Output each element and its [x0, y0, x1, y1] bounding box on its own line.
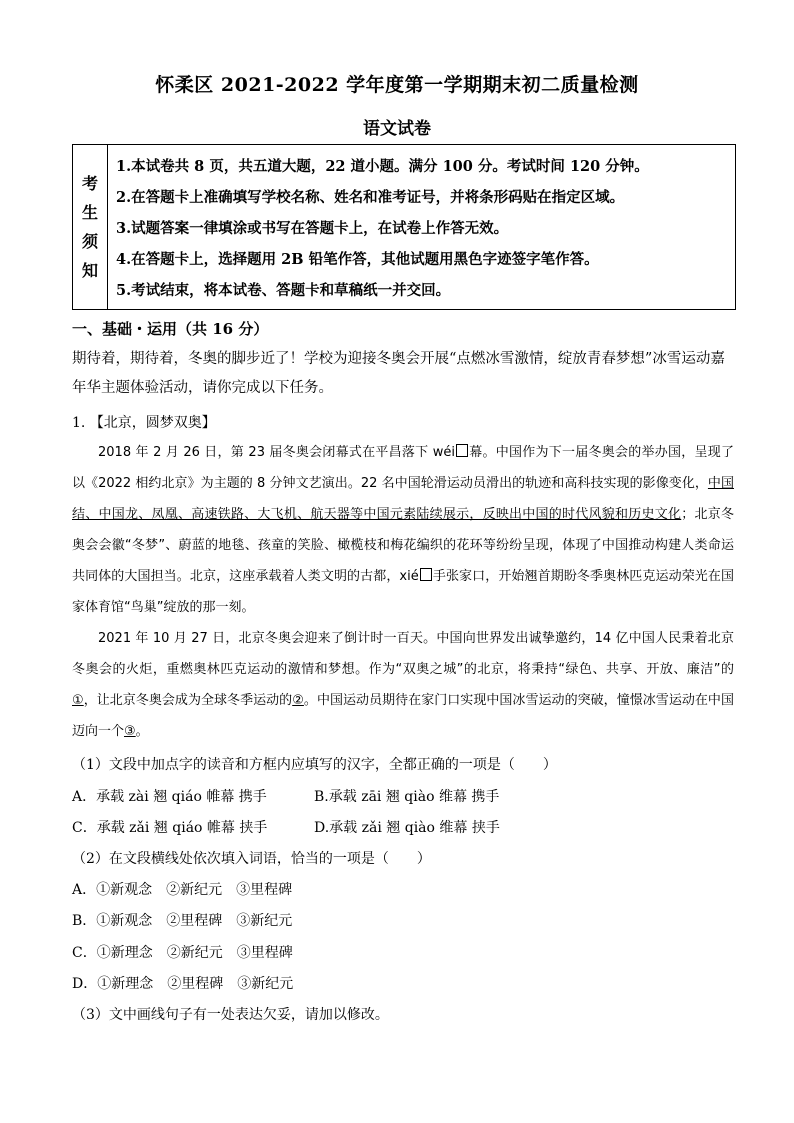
- notice-item: 2.在答题卡上准确填写学校名称、姓名和准考证号，并将条形码贴在指定区域。: [116, 189, 625, 206]
- notice-item: 5.考试结束，将本试卷、答题卡和草稿纸一并交回。: [116, 282, 451, 299]
- fill-blank-1: ①: [72, 693, 84, 708]
- notice-heading-char: 须: [81, 232, 98, 251]
- passage-text: ，让北京冬奥会成为全球冬季运动的: [83, 693, 293, 708]
- notice-item: 3.试题答案一律填涂或书写在答题卡上，在试卷上作答无效。: [116, 220, 509, 237]
- question-1-label: 1. 【北京，圆梦双奥】: [72, 415, 216, 431]
- notice-heading-char: 生: [81, 203, 98, 222]
- passage-text: ；北京冬奥会会徽“冬梦”、蔚蓝的地毯、孩童的笑脸、橄榄枝和梅花编织的花环等纷纷呈现，体现了中国推动构建人类命运共同体的大国担当。北京，这座承载着人类文明的古都，xié: [72, 507, 734, 584]
- notice-heading: [73, 145, 108, 309]
- notice-items: [108, 145, 735, 309]
- sub-question-3-stem: （3）文中画线句子有一处表达欠妥，请加以修改。: [72, 1007, 389, 1023]
- notice-item: 1.本试卷共 8 页，共五道大题，22 道小题。满分 100 分。考试时间 120 分钟。: [116, 158, 649, 175]
- fill-blank-3: ③: [124, 724, 136, 739]
- exam-title: 怀柔区 2021-2022 学年度第一学期期末初二质量检测: [155, 74, 639, 96]
- passage-text: 2018 年 2 月 26 日，第 23 届冬奥会闭幕式在平昌落下 wéi: [98, 445, 455, 460]
- section-heading: 一、基础・运用（共 16 分）: [72, 320, 269, 338]
- reading-passage: [72, 437, 734, 747]
- option-d: D.承载 zǎi 翘 qiào 维幕 挟手: [314, 820, 500, 836]
- notice-heading-char: 知: [81, 261, 98, 280]
- exam-subtitle: 语文试卷: [363, 119, 431, 139]
- option-c: C．承载 zǎi 翘 qiáo 帷幕 挟手: [72, 820, 268, 836]
- passage-text: 。: [135, 724, 149, 739]
- passage-paragraph-1: [72, 437, 734, 623]
- fill-blank-2: ②: [292, 693, 304, 708]
- passage-text: 。中国运动员期待在家门口实现中国冰雪运动的突破，憧憬冰雪运动在中国迈向一个: [72, 693, 734, 739]
- section-intro: 期待着，期待着，冬奥的脚步近了！学校为迎接冬奥会开展“点燃冰雪激情，绽放青春梦想”冰雪运动嘉年华主题体验活动，请你完成以下任务。: [72, 351, 725, 396]
- blank-box: [456, 444, 468, 457]
- passage-text: 幕。中国作为下一届冬奥会的举办国，呈现了以《2022 相约北京》为主题的 8 分钟文艺演出。22 名中国轮滑运动员滑出的轨迹和高科技实现的影像变化，: [72, 445, 734, 491]
- option-b: B．①新观念 ②里程碑 ③新纪元: [72, 913, 293, 929]
- notice-heading-char: 考: [81, 174, 98, 193]
- option-c: C．①新理念 ②新纪元 ③里程碑: [72, 945, 293, 961]
- option-a: A．承载 zài 翘 qiáo 帷幕 携手: [72, 789, 267, 805]
- option-a: A．①新观念 ②新纪元 ③里程碑: [72, 882, 293, 898]
- sub-question-1-stem: （1）文段中加点字的读音和方框内应填写的汉字，全都正确的一项是（ ）: [72, 757, 557, 773]
- passage-text: 手张家口，开始翘首期盼冬季奥林匹克运动荣光在国家体育馆“鸟巢”绽放的那一刻。: [72, 569, 734, 615]
- examinee-notice-box: [72, 144, 736, 310]
- passage-text: 2021 年 10 月 27 日，北京冬奥会迎来了倒计时一百天。中国向世界发出诚挚邀约，14 亿中国人民秉着北京冬奥会的火炬，重燃奥林匹克运动的激情和梦想。作为“双奥之城”的北京，将秉持“绿色、共享、开放、廉洁”的: [72, 631, 734, 677]
- option-d: D．①新理念 ②里程碑 ③新纪元: [72, 976, 294, 992]
- sub-question-2-stem: （2）在文段横线处依次填入词语，恰当的一项是（ ）: [72, 851, 431, 867]
- passage-paragraph-2: [72, 623, 734, 747]
- option-b: B.承载 zāi 翘 qiào 维幕 携手: [314, 789, 500, 805]
- blank-box: [420, 568, 432, 581]
- underlined-sentence: 中国结、中国龙、凤凰、高速铁路、大飞机、航天器等中国元素陆续展示，反映出中国的时代风貌和历史文化: [72, 476, 734, 522]
- notice-item: 4.在答题卡上，选择题用 2B 铅笔作答，其他试题用黑色字迹签字笔作答。: [116, 251, 599, 268]
